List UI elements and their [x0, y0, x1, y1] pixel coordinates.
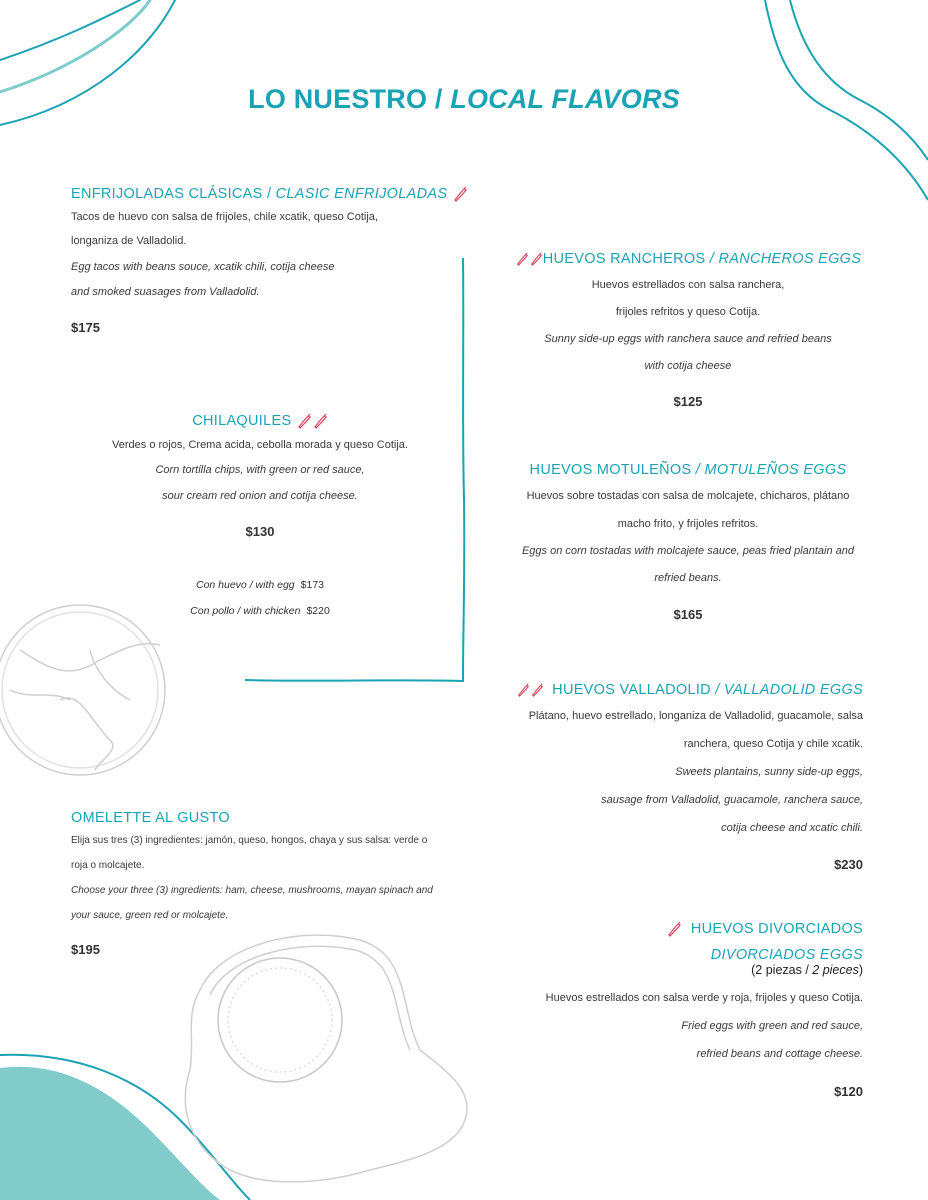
chili-pepper-icon [530, 682, 544, 698]
desc-es-line: Huevos sobre tostadas con salsa de molcajete, chicharos, plátano [526, 490, 850, 502]
chili-pepper-icon [516, 682, 530, 698]
dish-name-english [463, 947, 863, 963]
dish-name-es: ENFRIJOLADAS CLÁSICAS / [71, 186, 276, 202]
desc-en-line: refried beans and cottage cheese. [696, 1048, 863, 1061]
dish-name [488, 462, 888, 478]
desc-es-line: Elija sus tres (3) ingredientes: jamón, queso, hongos, chaya y sus salsa: verde o [71, 835, 428, 846]
sketch-fried-egg [185, 935, 467, 1182]
dish-price: $130 [245, 524, 275, 540]
desc-en-line: Sunny side-up eggs with ranchera sauce and refried beans [544, 333, 832, 346]
dish-price: $120 [834, 1084, 863, 1100]
dish-motulenos [488, 462, 888, 622]
pieces-es: (2 piezas / [751, 963, 813, 978]
dish-price: $125 [673, 394, 703, 410]
chili-pepper-icon [452, 186, 468, 202]
desc-en-line: refried beans. [654, 572, 722, 584]
desc-en-line: Fried eggs with green and red sauce, [681, 1020, 863, 1033]
chili-pepper-icon [312, 413, 328, 429]
pieces-en: 2 pieces [812, 963, 859, 978]
page-title [0, 84, 928, 115]
dish-rancheros [488, 251, 888, 409]
dish-name-en: CLASIC ENFRIJOLADAS [275, 186, 448, 202]
chili-pepper-icon [666, 921, 682, 937]
desc-es-line: frijoles refritos y queso Cotija. [615, 306, 761, 319]
desc-en-line: cotija cheese and xcatic chili. [721, 822, 863, 835]
desc-en-line: Egg tacos with beans souce, xcatik chili, cotija cheese [71, 261, 335, 274]
dish-name [71, 186, 471, 202]
dish-price: $195 [71, 942, 100, 957]
desc-es-line: Plátano, huevo estrellado, longaniza de Valladolid, guacamole, salsa [528, 710, 863, 723]
desc-en-line: Corn tortilla chips, with green or red sauce, [155, 464, 365, 477]
title-spanish: LO NUESTRO / [248, 84, 451, 114]
desc-en-line: your sauce, green red or molcajete. [71, 910, 229, 921]
dish-name-es: HUEVOS MOTULEÑOS [529, 462, 692, 478]
desc-es-line: Huevos estrellados con salsa ranchera, [591, 279, 785, 292]
desc-es-line: ranchera, queso Cotija y chile xcatik. [683, 738, 863, 751]
chili-pepper-icon [515, 251, 529, 267]
extra-price: $173 [300, 579, 324, 592]
pieces-close: ) [858, 963, 863, 978]
pieces-note [463, 963, 863, 977]
extra-label: Con pollo / with chicken [190, 605, 301, 618]
desc-es-line: roja o molcajete. [71, 860, 145, 871]
desc-es-line: longaniza de Valladolid. [71, 235, 187, 248]
extra-price: $220 [306, 605, 330, 618]
chili-pepper-icon [529, 251, 543, 267]
title-english: LOCAL FLAVORS [450, 84, 680, 114]
dish-enfrijoladas [71, 186, 471, 335]
extra-option-chicken [60, 605, 460, 617]
desc-es-line: Huevos estrellados con salsa verde y roja, frijoles y queso Cotija. [545, 992, 863, 1005]
desc-en-line: sour cream red onion and cotija cheese. [162, 490, 358, 503]
desc-es-line: macho frito, y frijoles refritos. [617, 518, 759, 530]
sketch-tortilla [0, 605, 165, 775]
dish-price: $165 [673, 607, 703, 622]
dish-name-en: / RANCHEROS EGGS [705, 251, 862, 267]
dish-name [463, 921, 863, 937]
dish-name-es: HUEVOS RANCHEROS [542, 251, 706, 267]
dish-name [463, 682, 863, 698]
dish-valladolid [463, 682, 863, 872]
desc-en-line: Eggs on corn tostadas with molcajete sauce, peas fried plantain and [521, 545, 855, 557]
dish-chilaquiles [60, 413, 460, 617]
dish-name-en: DIVORCIADOS EGGS [710, 947, 863, 964]
dish-name-en: / MOTULEÑOS EGGS [691, 462, 847, 478]
desc-en-line: Choose your three (3) ingredients: ham, cheese, mushrooms, mayan spinach and [71, 885, 433, 896]
dish-name [60, 413, 460, 429]
dish-name [488, 251, 888, 267]
desc-en-line: with cotija cheese [644, 360, 732, 373]
dish-price: $230 [834, 857, 863, 873]
dish-name-es: HUEVOS DIVORCIADOS [690, 921, 863, 937]
desc-es-line: Tacos de huevo con salsa de frijoles, chile xcatik, queso Cotija, [71, 211, 378, 224]
dish-omelette [71, 810, 451, 957]
extra-option-egg [60, 579, 460, 591]
desc-en-line: and smoked suasages from Valladolid. [71, 286, 260, 299]
desc-es-line: Verdes o rojos, Crema acida, cebolla morada y queso Cotija. [112, 439, 408, 452]
dish-name-es: CHILAQUILES [192, 413, 292, 429]
bottom-left-wave [0, 1055, 250, 1200]
extra-label: Con huevo / with egg [195, 579, 295, 592]
dish-name-es: HUEVOS VALLADOLID [552, 682, 711, 698]
dish-price: $175 [71, 320, 100, 336]
desc-en-line: Sweets plantains, sunny side-up eggs, [675, 766, 863, 779]
desc-en-line: sausage from Valladolid, guacamole, ranchera sauce, [601, 794, 863, 807]
dish-divorciados [463, 921, 863, 1099]
dish-name: OMELETTE AL GUSTO [71, 810, 230, 826]
chili-pepper-icon [296, 413, 312, 429]
dish-name-en: / VALLADOLID EGGS [710, 682, 863, 698]
